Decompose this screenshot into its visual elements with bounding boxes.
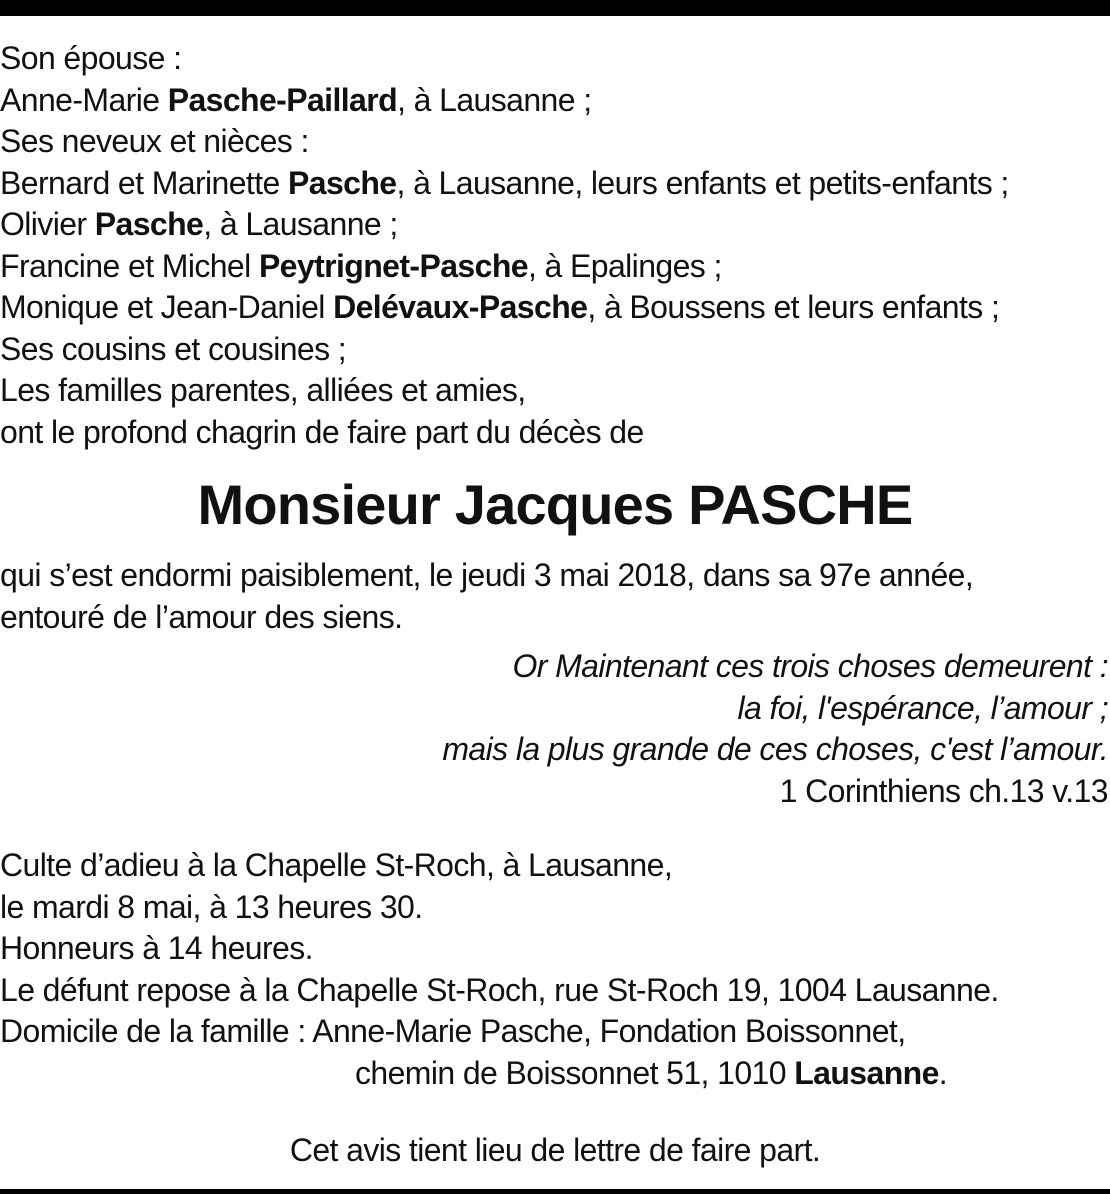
family-surname: Delévaux-Pasche — [333, 289, 588, 325]
family-text: Ses cousins et cousines ; — [0, 330, 347, 367]
bible-verse — [442, 646, 1108, 812]
family-text: , à Lausanne, leurs enfants et petits-enfants ; — [396, 164, 1009, 201]
family-text: Anne-Marie — [0, 81, 168, 118]
ceremony-line: Domicile de la famille : Anne-Marie Pasche, Fondation Boissonnet, — [0, 1013, 906, 1049]
verse-line: mais la plus grande de ces choses, c'est l’amour. — [442, 731, 1108, 767]
bottom-rule — [0, 1189, 1110, 1194]
family-text: , à Lausanne ; — [397, 81, 592, 118]
family-text: Bernard et Marinette — [0, 164, 288, 201]
verse-reference: 1 Corinthiens ch.13 v.13 — [779, 772, 1108, 809]
family-text: Francine et Michel — [0, 247, 259, 284]
family-text: , à Lausanne ; — [203, 206, 398, 242]
verse-line: la foi, l'espérance, l’amour ; — [737, 689, 1108, 726]
family-text: , à Boussens et leurs enfants ; — [587, 289, 1000, 325]
family-text: Ses neveux et nièces : — [0, 123, 309, 159]
ceremony-text: chemin de Boissonnet 51, 1010 — [355, 1054, 795, 1091]
ceremony-city: Lausanne — [794, 1054, 939, 1091]
ceremony-line: Honneurs à 14 heures. — [0, 930, 313, 966]
family-text: ont le profond chagrin de faire part du décès de — [0, 413, 644, 450]
family-list — [0, 38, 1110, 453]
ceremony-text: . — [938, 1054, 948, 1091]
family-text: Les familles parentes, alliées et amies, — [0, 372, 526, 408]
family-line — [0, 204, 1110, 246]
passing-notice — [0, 555, 1110, 638]
family-text: Monique et Jean-Daniel — [0, 289, 334, 325]
closing-note: Cet avis tient lieu de lettre de faire part. — [289, 1132, 821, 1168]
family-line — [0, 38, 1110, 80]
passing-line: qui s’est endormi paisiblement, le jeudi 3 mai 2018, dans sa 97e année, — [0, 557, 974, 593]
family-surname: Pasche — [288, 164, 397, 201]
family-line — [0, 412, 1110, 454]
ceremony-line: Le défunt repose à la Chapelle St-Roch, rue St-Roch 19, 1004 Lausanne. — [0, 971, 999, 1008]
family-text: Olivier — [0, 206, 95, 242]
ceremony-details — [0, 845, 1110, 1094]
family-text: Son épouse : — [0, 40, 182, 76]
passing-line: entouré de l’amour des siens. — [0, 598, 403, 635]
family-line — [0, 329, 1110, 371]
ceremony-address-line — [0, 1053, 1110, 1095]
family-line — [0, 370, 1110, 412]
family-line — [0, 80, 1110, 122]
verse-line: Or Maintenant ces trois choses demeurent : — [512, 648, 1108, 684]
family-surname: Pasche-Paillard — [167, 81, 398, 118]
family-line — [0, 287, 1110, 329]
top-rule — [0, 0, 1110, 16]
ceremony-line: Culte d’adieu à la Chapelle St-Roch, à Lausanne, — [0, 847, 673, 883]
family-text: , à Epalinges ; — [527, 247, 722, 284]
family-line — [0, 246, 1110, 288]
family-surname: Peytrignet-Pasche — [258, 247, 528, 284]
family-line — [0, 163, 1110, 205]
ceremony-line: le mardi 8 mai, à 13 heures 30. — [0, 888, 423, 925]
deceased-name: Monsieur Jacques PASCHE — [197, 473, 913, 536]
family-surname: Pasche — [94, 206, 204, 242]
family-line — [0, 121, 1110, 163]
